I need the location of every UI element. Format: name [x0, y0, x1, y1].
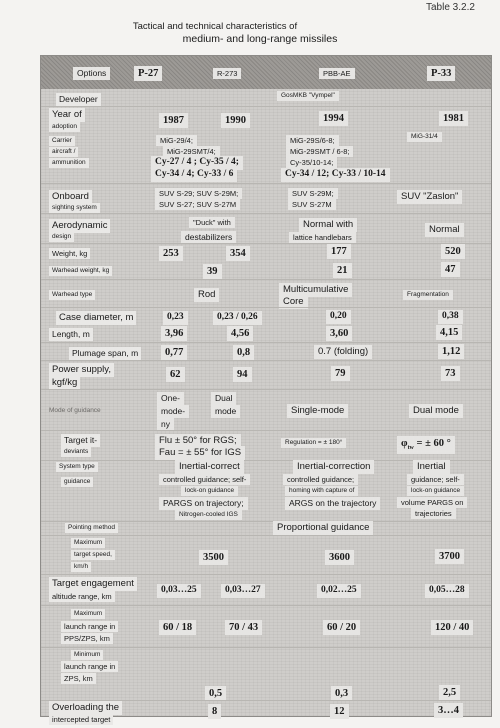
carrier-label-1: Carrier: [49, 136, 75, 146]
mode-p33: Dual mode: [409, 404, 463, 418]
warhead-type-c3: Fragmentation: [403, 290, 453, 300]
max-range-label-2: launch range in: [61, 621, 118, 632]
mode-p27-b: mode-: [157, 405, 189, 418]
onboard-c1b: SUV S-27; SUV S-27M: [155, 199, 240, 210]
header-p27: P-27: [134, 66, 162, 81]
mode-r273-a: Dual: [211, 392, 236, 405]
onboard-c2a: SUV S-29M;: [288, 188, 338, 199]
warhead-weight-label: Warhead weight, kg: [49, 266, 112, 276]
power-p33: 73: [441, 366, 460, 381]
aero-c3: Normal: [425, 223, 464, 237]
warhead-weight-p33: 47: [441, 262, 460, 277]
table-number: Table 3.2.2: [426, 2, 475, 13]
max-speed-label-3: km/h: [71, 562, 91, 572]
overload-p33: 3…4: [434, 703, 463, 718]
warhead-type-label: Warhead type: [49, 290, 95, 300]
power-p27: 62: [166, 367, 185, 382]
header-r273: R-273: [213, 68, 241, 79]
max-range-p27: 60 / 18: [159, 620, 196, 635]
target-c2: Regulation = ± 180°: [281, 438, 346, 448]
year-p27: 1987: [159, 113, 188, 128]
altitude-r273: 0,03…27: [221, 584, 265, 598]
system-c1c: lock-on guidance: [181, 486, 238, 496]
case-diameter-label: Case diameter, m: [56, 311, 136, 325]
target-c1b: Fau = ± 55° for IGS: [155, 446, 245, 460]
weight-p27: 253: [159, 246, 183, 261]
system-c3e: trajectories: [411, 508, 456, 519]
system-c2b: controlled guidance;: [283, 474, 358, 485]
system-c3d: volume PARGS on: [397, 497, 467, 508]
plumage-label: Plumage span, m: [69, 347, 141, 360]
warhead-type-c2a: Multicumulative: [279, 283, 352, 297]
target-label-2: deviants: [61, 447, 91, 457]
plumage-p33: 1,12: [438, 344, 464, 359]
year-r273: 1990: [221, 113, 250, 128]
carrier-label-2: aircraft /: [49, 147, 78, 157]
plumage-rvvae: 0.7 (folding): [314, 345, 372, 359]
overload-r273: 8: [208, 704, 221, 719]
length-rvvae: 3,60: [326, 326, 352, 341]
power-r273: 94: [233, 367, 252, 382]
mode-r273-b: mode: [211, 405, 240, 418]
power-label-1: Power supply,: [49, 363, 114, 377]
target-c1a: Flu ± 50° for RGS;: [155, 434, 241, 448]
plumage-p27: 0,77: [161, 345, 187, 360]
length-r273: 4,56: [227, 326, 253, 341]
overload-rvvae: 12: [330, 704, 349, 719]
power-rvvae: 79: [331, 366, 350, 381]
max-range-p33: 120 / 40: [431, 620, 473, 635]
max-speed-label-2: target speed,: [71, 550, 115, 560]
overload-label-1: Overloading the: [49, 701, 122, 715]
mode-label: Mode of guidance: [49, 407, 101, 414]
carrier-c2d: Cy-34 / 12; Cy-33 / 10-14: [281, 168, 390, 182]
warhead-weight-rvvae: 21: [333, 263, 352, 278]
table-title: [0, 20, 500, 46]
warhead-weight-r273: 39: [203, 264, 222, 279]
year-label-1: Year of: [49, 108, 85, 122]
max-range-rvvae: 60 / 20: [323, 620, 360, 635]
carrier-c2a: MiG-29S/6-8;: [286, 135, 339, 146]
min-range-label-1: Minimum: [71, 650, 103, 660]
year-p33: 1981: [439, 111, 468, 126]
max-speed-rvvae: 3600: [325, 550, 354, 565]
header-rvvae: PBB-AE: [319, 68, 355, 79]
max-speed-p27: 3500: [199, 550, 228, 565]
developer-value: GosMKB "Vympel": [277, 91, 339, 101]
warhead-type-c1: Rod: [194, 288, 219, 302]
weight-r273: 354: [226, 246, 250, 261]
header-options: Options: [73, 67, 110, 80]
power-label-2: kgf/kg: [49, 376, 80, 390]
weight-rvvae: 177: [327, 244, 351, 259]
pointing-label: Pointing method: [65, 523, 118, 533]
warhead-type-c2b: Core: [279, 295, 308, 309]
length-p33: 4,15: [436, 325, 462, 340]
system-label-2: guidance: [61, 477, 93, 487]
altitude-label-2: altitude range, km: [49, 591, 115, 602]
system-c2c: homing with capture of: [285, 486, 358, 496]
pointing-value: Proportional guidance: [273, 521, 373, 535]
case-diameter-r273: 0,23 / 0,26: [213, 311, 262, 325]
length-p27: 3,96: [161, 326, 187, 341]
min-range-r273: 0,5: [205, 686, 226, 701]
carrier-c1c: Cy-27 / 4 ; Cy-35 / 4;: [151, 156, 243, 170]
carrier-c1b: MiG-29SMT/4;: [163, 146, 220, 157]
aero-label-1: Aerodynamic: [49, 219, 110, 233]
min-range-label-2: launch range in: [61, 661, 118, 672]
altitude-p27: 0,03…25: [157, 584, 201, 598]
min-range-p33: 2,5: [439, 685, 460, 700]
title-line-1: Tactical and technical characteristics of: [132, 21, 298, 32]
weight-p33: 520: [441, 244, 465, 259]
header-p33: P-33: [427, 66, 455, 81]
max-range-r273: 70 / 43: [225, 620, 262, 635]
max-speed-p33: 3700: [435, 549, 464, 564]
system-c1a: Inertial-correct: [175, 460, 244, 474]
mode-p27-c: ny: [157, 418, 174, 431]
altitude-rvvae: 0,02…25: [317, 584, 361, 598]
developer-label: Developer: [56, 93, 101, 106]
system-c2a: Inertial-correction: [293, 460, 374, 474]
title-line-2: medium- and long-range missiles: [182, 33, 338, 45]
max-range-label-3: PPS/ZPS, km: [61, 633, 113, 644]
aero-c2b: lattice handlebars: [289, 232, 356, 243]
target-c3: $\varphi_{tw}$ = ± 60 °: [397, 436, 455, 454]
length-label: Length, m: [49, 328, 93, 341]
plumage-r273: 0,8: [233, 345, 254, 360]
weight-label: Weight, kg: [49, 248, 90, 259]
aero-c2a: Normal with: [299, 218, 357, 232]
system-c3a: Inertial: [413, 460, 450, 474]
case-diameter-rvvae: 0,20: [326, 310, 351, 324]
case-diameter-p33: 0,38: [438, 310, 463, 324]
altitude-p33: 0,05…28: [425, 584, 469, 598]
mode-rvvae: Single-mode: [287, 404, 348, 418]
target-label-1: Target it-: [61, 434, 100, 447]
carrier-c1d: Cy-34 / 4; Cy-33 / 6: [151, 168, 237, 182]
onboard-c2b: SUV S-27M: [288, 199, 336, 210]
overload-label-2: intercepted target: [49, 714, 113, 725]
carrier-c1a: MiG-29/4;: [156, 135, 197, 146]
system-c1b: controlled guidance; self-: [159, 474, 250, 485]
aero-c1b: destabilizers: [181, 231, 236, 244]
aero-label-2: design: [49, 232, 74, 242]
max-speed-label-1: Maximum: [71, 538, 105, 548]
system-label-1: System type: [56, 462, 98, 472]
carrier-label-3: ammunition: [49, 158, 89, 168]
system-c3c: lock-on guidance: [407, 486, 464, 496]
min-range-rvvae: 0,3: [331, 686, 352, 701]
onboard-label-1: Onboard: [49, 190, 92, 204]
carrier-c3: MiG-31/4: [407, 132, 442, 142]
system-c3b: guidance; self-: [407, 474, 464, 485]
onboard-c3: SUV "Zaslon": [397, 190, 462, 204]
carrier-c2b: MiG-29SMT / 6-8;: [286, 146, 353, 157]
characteristics-table: [40, 55, 492, 724]
system-c1e: Nitrogen-cooled IGS: [175, 510, 242, 520]
altitude-label-1: Target engagement: [49, 577, 137, 591]
onboard-label-2: sighting system: [49, 203, 100, 213]
aero-c1a: "Duck" with: [189, 217, 235, 228]
min-range-label-3: ZPS, km: [61, 673, 96, 684]
mode-p27-a: One-: [157, 392, 184, 405]
year-label-2: adoption: [49, 122, 80, 132]
year-rvvae: 1994: [319, 111, 348, 126]
carrier-c2c: Cy-35/10-14;: [286, 157, 337, 168]
onboard-c1a: SUV S-29; SUV S-29M;: [155, 188, 242, 199]
case-diameter-p27: 0,23: [163, 311, 188, 325]
system-c2d: ARGS on the trajectory: [285, 497, 380, 510]
system-c1d: PARGS on trajectory;: [159, 497, 248, 510]
max-range-label-1: Maximum: [71, 609, 105, 619]
